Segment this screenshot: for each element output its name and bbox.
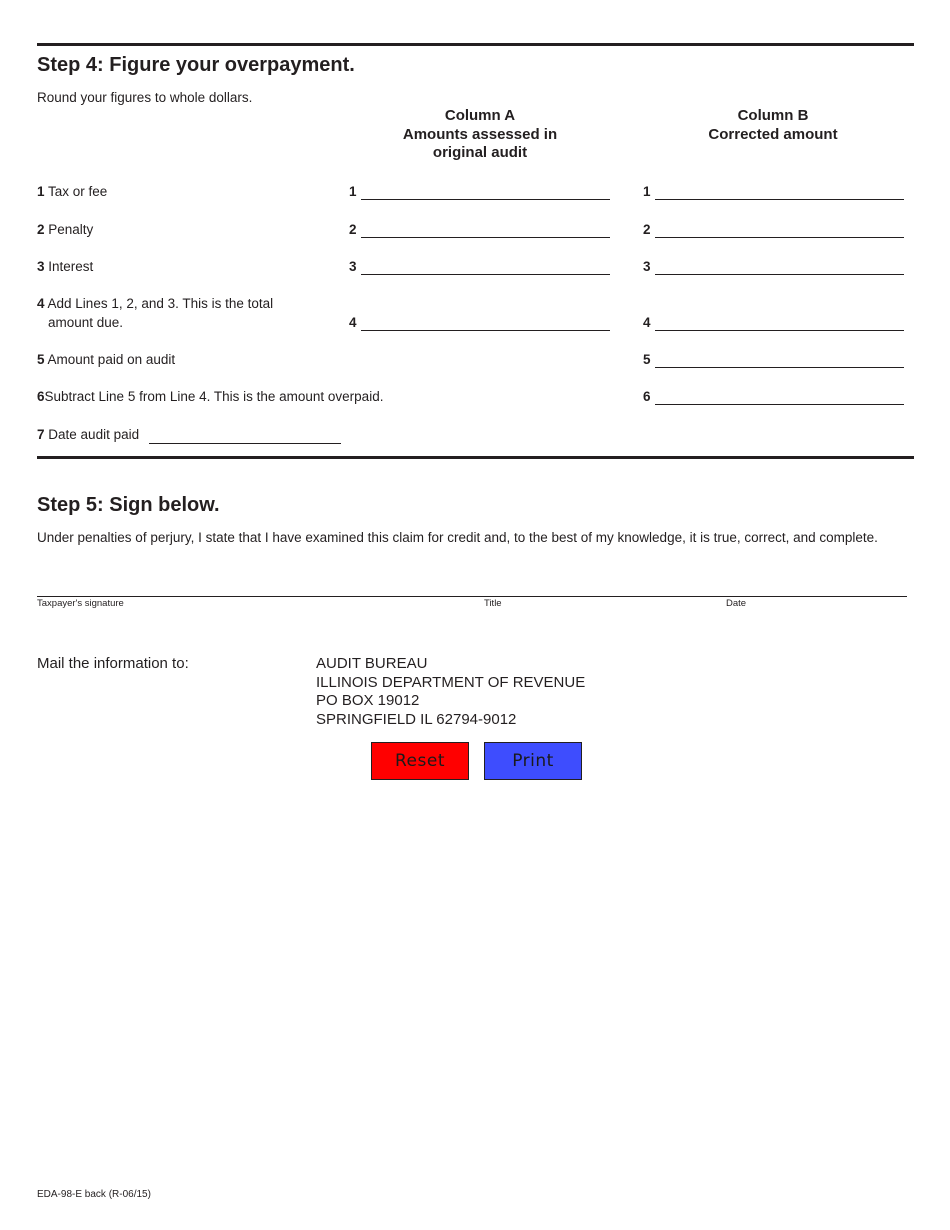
line-4-column-b-input[interactable] — [655, 316, 904, 331]
line-3-column-b: 3 — [643, 257, 904, 275]
line-4-column-b: 4 — [643, 313, 904, 331]
mail-label: Mail the information to: — [37, 655, 189, 672]
line-3-column-b-input[interactable] — [655, 260, 904, 275]
line-1-column-a: 1 — [349, 182, 610, 200]
signature-label: Taxpayer's signature — [37, 598, 124, 609]
form-footer: EDA-98-E back (R-06/15) — [37, 1189, 151, 1200]
step5-title: Step 5: Sign below. — [37, 494, 220, 516]
date-input[interactable] — [726, 578, 910, 597]
line-5-label: 5 Amount paid on audit — [37, 352, 176, 367]
line-4-column-a-input[interactable] — [361, 316, 610, 331]
line-2-column-b: 2 — [643, 220, 904, 238]
signature-line — [37, 596, 907, 597]
line-3-column-a: 3 — [349, 257, 610, 275]
line-1-column-b-input[interactable] — [655, 185, 904, 200]
line-2-label: 2 Penalty — [37, 222, 94, 237]
line-6-label: 6Subtract Line 5 from Line 4. This is the amount overpaid. — [37, 389, 384, 404]
line-3-column-a-input[interactable] — [361, 260, 610, 275]
date-label: Date — [726, 598, 747, 609]
step4-instruction: Round your figures to whole dollars. — [37, 90, 253, 105]
column-b-header: Column B Corrected amount — [708, 107, 838, 143]
line-4-label: 4 Add Lines 1, 2, and 3. This is the total amount due. — [37, 296, 274, 330]
line-5-column-b-input[interactable] — [655, 353, 904, 368]
title-input[interactable] — [484, 578, 723, 597]
step4-title: Step 4: Figure your overpayment. — [37, 54, 355, 76]
line-1-column-b: 1 — [643, 182, 904, 200]
line-2-column-b-input[interactable] — [655, 223, 904, 238]
line-6-column-b-input[interactable] — [655, 390, 904, 405]
column-a-header: Column A Amounts assessed in original audit — [402, 107, 558, 161]
line-7-label: 7 Date audit paid — [37, 427, 140, 442]
line-1-column-a-input[interactable] — [361, 185, 610, 200]
reset-button[interactable]: Reset — [371, 742, 469, 780]
top-divider — [37, 43, 914, 46]
print-button[interactable]: Print — [484, 742, 582, 780]
step-divider — [37, 456, 914, 459]
perjury-statement: Under penalties of perjury, I state that I have examined this claim for credit and, to the best of my knowledge, it is true, correct, and complete. — [37, 530, 878, 545]
line-2-column-a-input[interactable] — [361, 223, 610, 238]
title-label: Title — [484, 598, 502, 609]
date-audit-paid-input[interactable] — [149, 427, 341, 444]
line-3-label: 3 Interest — [37, 259, 94, 274]
line-1-label: 1 Tax or fee — [37, 184, 108, 199]
line-4-column-a: 4 — [349, 313, 610, 331]
line-6-column-b: 6 — [643, 387, 904, 405]
line-5-column-b: 5 — [643, 350, 904, 368]
mailing-address: AUDIT BUREAU ILLINOIS DEPARTMENT OF REVENUE PO BOX 19012 SPRINGFIELD IL 62794-9012 — [316, 655, 586, 729]
line-2-column-a: 2 — [349, 220, 610, 238]
signature-input[interactable] — [37, 578, 481, 597]
